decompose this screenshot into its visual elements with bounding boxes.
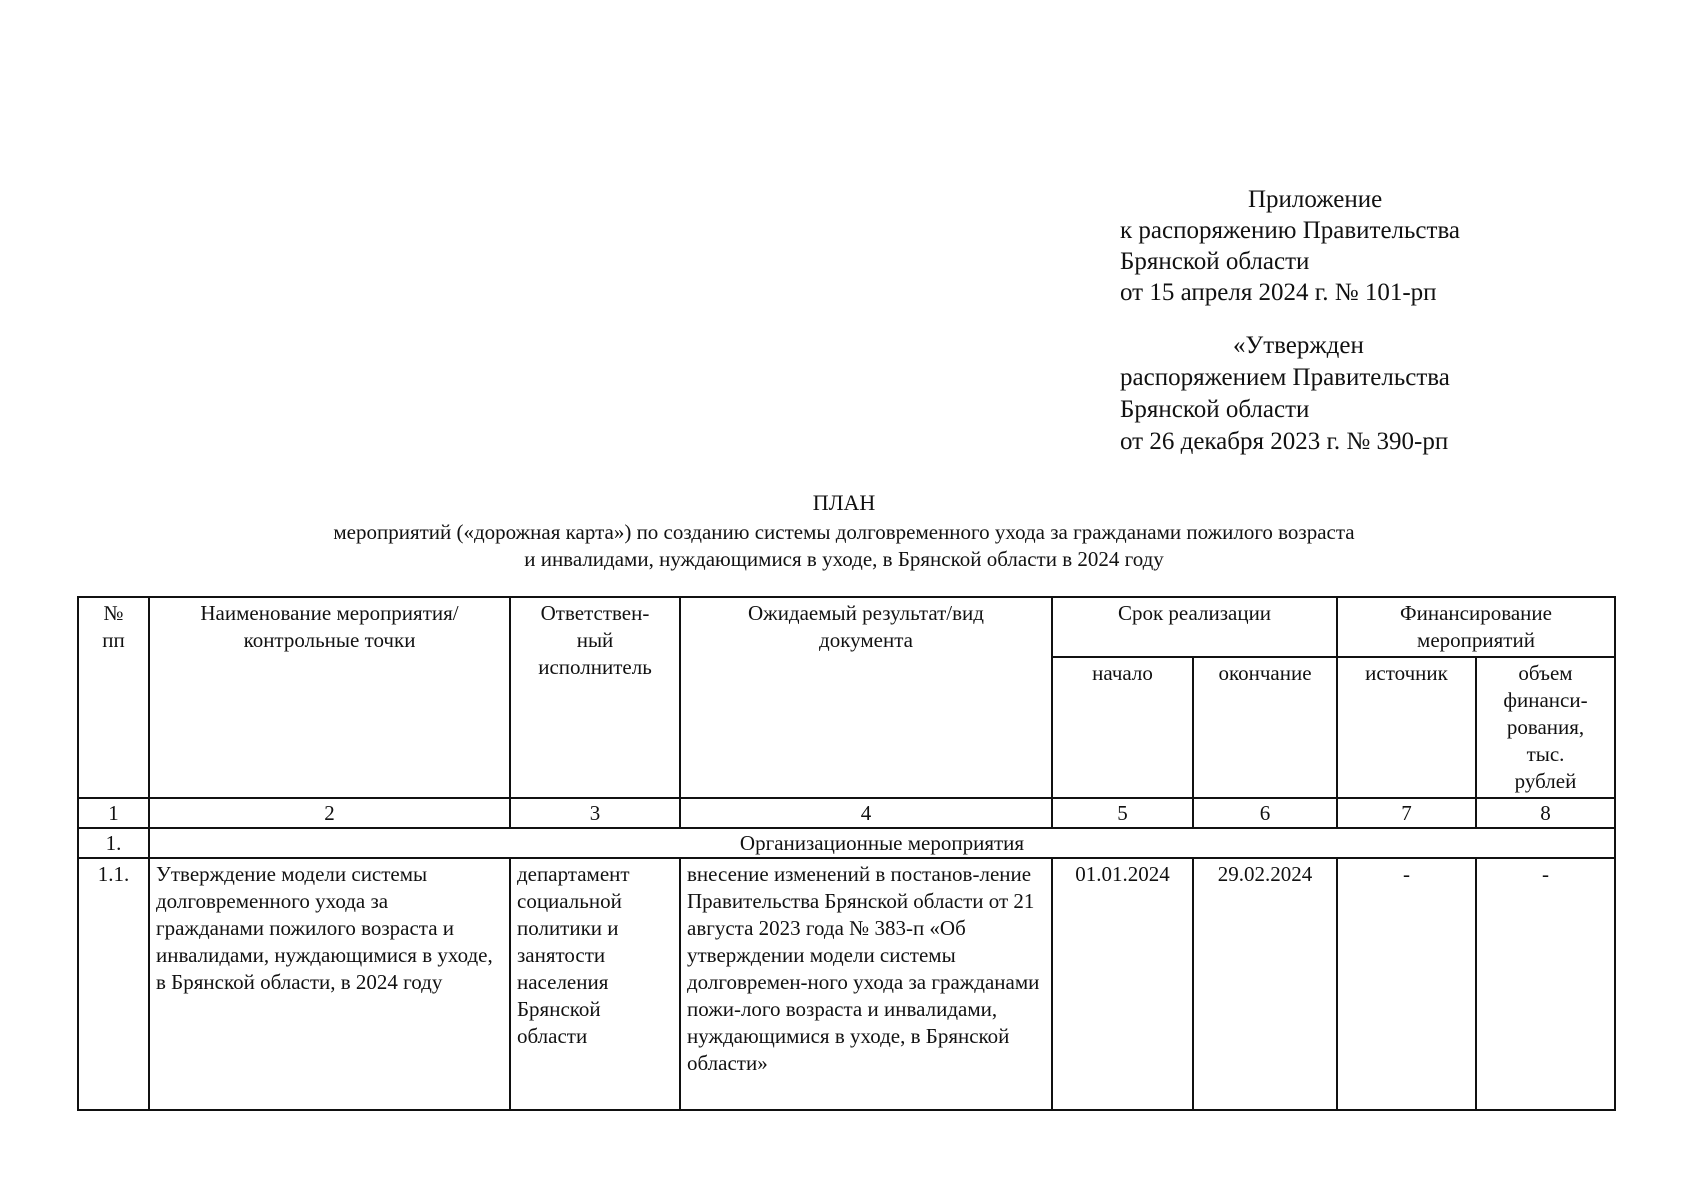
header-volume: объем финанси-рования, тыс. рублей <box>1476 657 1615 798</box>
column-number-row <box>78 798 1615 828</box>
approved-block <box>1120 330 1640 458</box>
column-number: 1 <box>78 798 149 828</box>
appendix-line-3: Брянской области <box>1120 248 1310 275</box>
column-number: 8 <box>1476 798 1615 828</box>
plan-subtitle-line-2: и инвалидами, нуждающимися в уходе, в Брянской области в 2024 году <box>524 547 1164 571</box>
appendix-title: Приложение <box>1248 186 1383 213</box>
column-number: 5 <box>1052 798 1193 828</box>
header-financing: Финансирование мероприятий <box>1337 597 1615 657</box>
plan-subtitle <box>0 519 1688 573</box>
plan-table <box>77 596 1616 1111</box>
appendix-line-2: к распоряжению Правительства <box>1120 217 1461 244</box>
approved-line-3: Брянской области <box>1120 396 1310 423</box>
plan-subtitle-line-1: мероприятий («дорожная карта») по созданию системы долговременного ухода за гражданами пожилого возраста <box>333 520 1355 544</box>
column-number: 7 <box>1337 798 1476 828</box>
approved-title: «Утвержден <box>1233 332 1364 359</box>
header-name: Наименование мероприятия/ контрольные точки <box>149 597 510 798</box>
row-end: 29.02.2024 <box>1193 858 1337 1110</box>
plan-title: ПЛАН <box>812 490 876 515</box>
column-number: 6 <box>1193 798 1337 828</box>
column-number: 2 <box>149 798 510 828</box>
header-start: начало <box>1052 657 1193 798</box>
row-num: 1.1. <box>78 858 149 1110</box>
row-name: Утверждение модели системы долговременного ухода за гражданами пожилого возраста и инвалидами, нуждающимися в уходе, в Брянской области, в 2024 году <box>149 858 510 1110</box>
row-start: 01.01.2024 <box>1052 858 1193 1110</box>
row-executor: департамент социальной политики и занятости населения Брянской области <box>510 858 680 1110</box>
row-source: - <box>1337 858 1476 1110</box>
header-end: окончание <box>1193 657 1337 798</box>
header-source: источник <box>1337 657 1476 798</box>
column-number: 4 <box>680 798 1052 828</box>
section-num: 1. <box>78 828 149 858</box>
appendix-line-4: от 15 апреля 2024 г. № 101-рп <box>1120 279 1437 306</box>
section-title: Организационные мероприятия <box>149 828 1615 858</box>
header-result: Ожидаемый результат/вид документа <box>680 597 1052 798</box>
row-volume: - <box>1476 858 1615 1110</box>
row-result: внесение изменений в постанов-ление Правительства Брянской области от 21 августа 2023 года № 383-п «Об утверждении модели системы долговремен-ного ухода за гражданами пожи-лого возраста и инвалидами, нуждающимися в уходе, в Брянской области» <box>680 858 1052 1110</box>
appendix-block <box>1120 184 1640 308</box>
header-period: Срок реализации <box>1052 597 1337 657</box>
header-num: № пп <box>78 597 149 798</box>
approved-line-2: распоряжением Правительства <box>1120 364 1450 391</box>
approved-line-4: от 26 декабря 2023 г. № 390-рп <box>1120 428 1449 455</box>
column-number: 3 <box>510 798 680 828</box>
header-executor: Ответствен-ный исполнитель <box>510 597 680 798</box>
section-row <box>78 828 1615 858</box>
table-row <box>78 858 1615 1110</box>
